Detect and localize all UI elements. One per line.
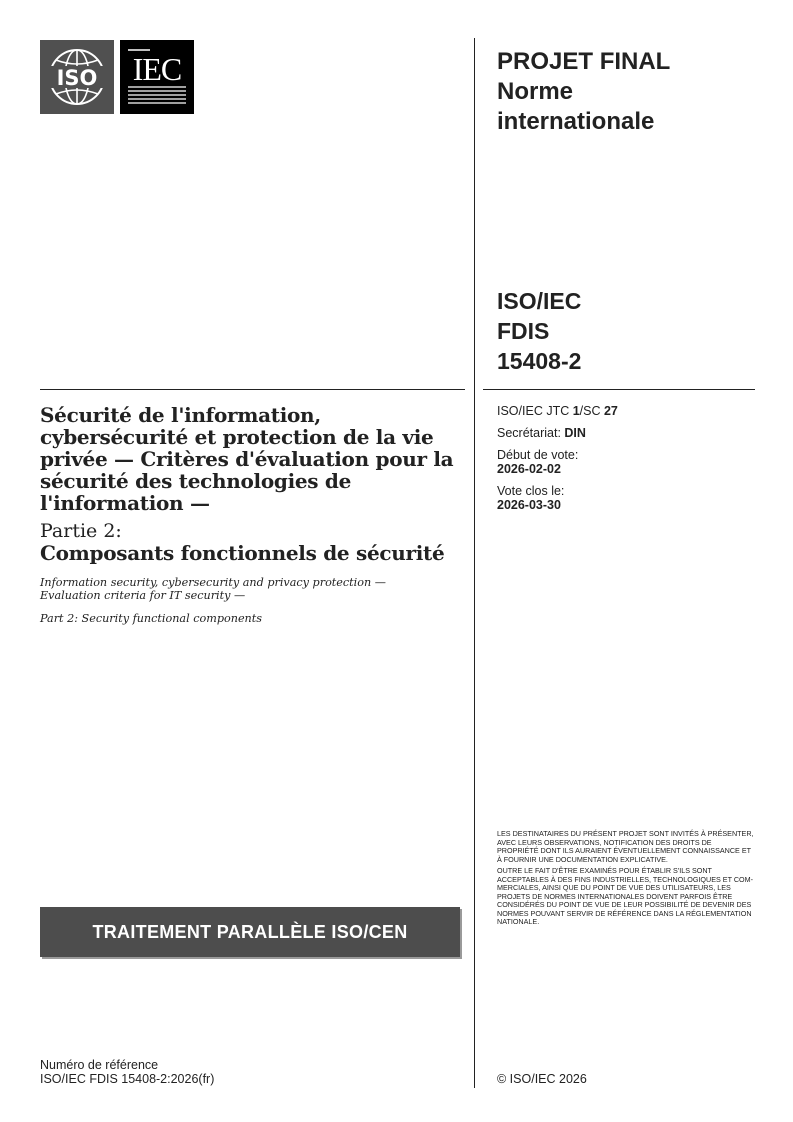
- iso-globe-icon: [40, 40, 114, 114]
- vote-start: [497, 448, 757, 476]
- notice-paragraph-2: OUTRE LE FAIT D'ÊTRE EXAMINÉS POUR ÉTABLIR S'ILS SONT ACCEPTABLES À DES FINS INDUSTRIELLES, TECHNOLOGIQUES ET COM-MERCIALES, AINSI QUE DU POINT DE VUE DES UTILISATEURS, LES PROJETS DE NORMES INTERNATIONALES DOIVENT PARFOIS ÊTRE CONSIDÉRÉS DU POINT DE VUE DE LEUR POSSIBILITÉ DE DEVENIR DES NORMES POUVANT SERVIR DE RÉFÉRENCE DANS LA RÉGLEMENTATION NATIONALE.: [497, 866, 754, 926]
- secretariat-line: [497, 426, 757, 440]
- reference-number: [40, 1058, 214, 1086]
- vote-end-label: Vote clos le:: [497, 484, 565, 498]
- banner-text: TRAITEMENT PARALLÈLE ISO/CEN: [92, 921, 408, 942]
- iec-logo: [120, 40, 194, 114]
- document-status: [497, 47, 767, 137]
- left-horizontal-rule: [40, 389, 465, 390]
- committee-line: [497, 404, 757, 418]
- reference-line-3: 15408-2: [497, 348, 582, 374]
- secretariat-value: DIN: [564, 426, 586, 440]
- vertical-divider: [474, 38, 475, 1088]
- reference-line-1: ISO/IEC: [497, 288, 582, 314]
- draft-notice: [497, 830, 755, 930]
- vote-end: [497, 484, 757, 512]
- reference-line-2: FDIS: [497, 318, 550, 344]
- english-title: Information security, cybersecurity and privacy protection — Evaluation criteria for IT security —: [40, 576, 386, 602]
- status-line-2: Norme: [497, 78, 574, 105]
- iec-mark-icon: [120, 40, 194, 114]
- notice-paragraph-1: LES DESTINATAIRES DU PRÉSENT PROJET SONT INVITÉS À PRÉSENTER, AVEC LEURS OBSERVATIONS, NOTIFICATION DES DROITS DE PROPRIÉTÉ DONT ILS AURAIENT ÉVENTUELLEMENT CONNAISSANCE ET À FOURNIR UNE DOCUMENTATION EXPLICATIVE.: [497, 829, 754, 864]
- vote-start-label: Début de vote:: [497, 448, 579, 462]
- part-label: Partie 2:: [40, 520, 122, 542]
- part-title: Composants fonctionnels de sécurité: [40, 541, 445, 565]
- vote-start-date: 2026-02-02: [497, 462, 561, 476]
- status-line-1: PROJET FINAL: [497, 48, 671, 75]
- standard-reference: [497, 286, 581, 376]
- subcommittee-number: 27: [603, 404, 618, 418]
- committee-meta: [497, 404, 757, 520]
- vote-end-date: 2026-03-30: [497, 498, 561, 512]
- main-title: Sécurité de l'information, cybersécurité et protection de la vie privée — Critères d'évaluation pour la sécurité des technologies de l'information —: [40, 403, 454, 515]
- copyright: © ISO/IEC 2026: [497, 1072, 587, 1086]
- iso-logo-text: ISO: [56, 66, 98, 90]
- reference-number-value: ISO/IEC FDIS 15408-2:2026(fr): [40, 1072, 215, 1086]
- parallel-processing-banner: [40, 907, 460, 957]
- title-block: [40, 404, 460, 625]
- iso-logo: [40, 40, 114, 114]
- status-line-3: internationale: [497, 108, 655, 135]
- committee-separator: /SC: [579, 404, 604, 418]
- committee-number: 1: [572, 404, 580, 418]
- iec-logo-text: IEC: [132, 51, 182, 87]
- english-part-title: Part 2: Security functional components: [40, 612, 263, 625]
- secretariat-label: Secrétariat:: [497, 426, 565, 440]
- reference-number-label: Numéro de référence: [40, 1058, 159, 1072]
- committee-prefix: ISO/IEC JTC: [497, 404, 573, 418]
- right-horizontal-rule: [483, 389, 755, 390]
